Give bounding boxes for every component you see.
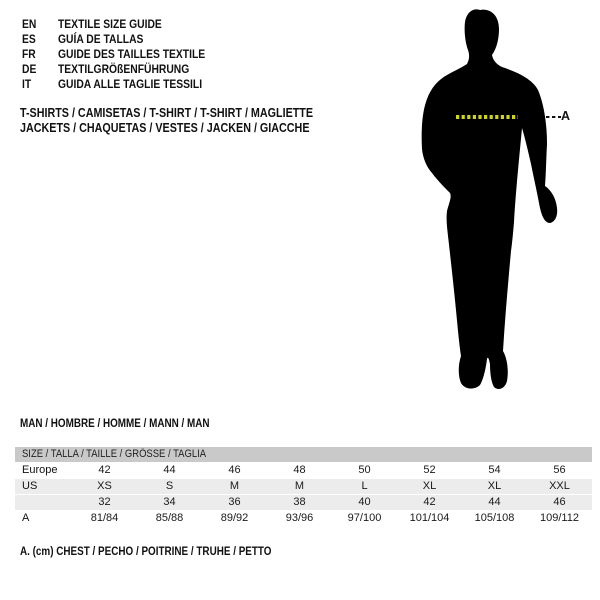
language-code: FR (22, 47, 36, 61)
size-cell: XS (97, 480, 112, 492)
language-code: DE (22, 62, 37, 76)
row-label: Europe (22, 464, 58, 476)
size-table-header: SIZE / TALLA / TAILLE / GRÖSSE / TAGLIA (15, 447, 592, 462)
size-cell: 38 (293, 496, 306, 508)
size-cell: 34 (163, 496, 176, 508)
size-cell: XL (422, 480, 437, 492)
language-row-de (22, 62, 229, 77)
footnote-chest: A. (cm) CHEST / PECHO / POITRINE / TRUHE / PETTO (20, 546, 272, 558)
man-silhouette (422, 9, 558, 389)
size-cell: 105/108 (474, 512, 515, 524)
size-cell: 42 (98, 464, 111, 476)
language-label: TEXTILGRÖßENFÜHRUNG (58, 62, 190, 76)
size-table-row-us-letters (15, 479, 592, 494)
size-cell: S (165, 480, 174, 492)
language-row-es (22, 32, 229, 47)
size-cell: M (294, 480, 305, 492)
size-cell: XXL (549, 480, 570, 492)
size-cell: 46 (553, 496, 566, 508)
size-cell: 81/84 (90, 512, 119, 524)
size-table-row-us-numbers (15, 495, 592, 510)
row-label (15, 495, 72, 510)
size-cell: 44 (488, 496, 501, 508)
size-cell: 40 (358, 496, 371, 508)
size-cell: 50 (358, 464, 371, 476)
language-label: TEXTILE SIZE GUIDE (58, 17, 162, 31)
language-row-en (22, 17, 229, 32)
language-row-fr (22, 47, 229, 62)
language-code: EN (22, 17, 37, 31)
size-cell: 44 (163, 464, 176, 476)
size-cell: 101/104 (409, 512, 450, 524)
language-list (22, 17, 229, 92)
size-cell: M (229, 480, 240, 492)
size-cell: XL (487, 480, 502, 492)
size-cell: L (361, 480, 368, 492)
size-cell: 36 (228, 496, 241, 508)
size-cell: 32 (98, 496, 111, 508)
size-cell: 97/100 (347, 512, 382, 524)
language-label: GUIDE DES TAILLES TEXTILE (58, 47, 206, 61)
size-cell: 89/92 (220, 512, 249, 524)
language-code: IT (22, 77, 32, 91)
size-table (15, 447, 592, 526)
measure-label-a: A (561, 109, 571, 123)
language-code: ES (22, 32, 36, 46)
size-table-row-europe (15, 463, 592, 478)
category-lines (20, 106, 361, 136)
size-cell: 52 (423, 464, 436, 476)
category-line-jackets: JACKETS / CHAQUETAS / VESTES / JACKEN / GIACCHE (20, 121, 310, 135)
size-cell: 109/112 (540, 512, 579, 524)
language-row-it (22, 77, 229, 92)
size-cell: 46 (228, 464, 241, 476)
language-label: GUIDA ALLE TAGLIE TESSILI (58, 77, 203, 91)
size-cell: 93/96 (285, 512, 314, 524)
row-label: A (22, 512, 30, 524)
size-cell: 54 (488, 464, 501, 476)
size-cell: 85/88 (155, 512, 184, 524)
section-title-man: MAN / HOMBRE / HOMME / MANN / MAN (20, 418, 210, 430)
size-cell: 42 (423, 496, 436, 508)
size-cell: 48 (293, 464, 306, 476)
man-silhouette-figure (395, 0, 575, 400)
category-line-tshirts: T-SHIRTS / CAMISETAS / T-SHIRT / T-SHIRT / MAGLIETTE (20, 106, 314, 120)
row-label: US (22, 480, 38, 492)
size-table-row-a (15, 511, 592, 526)
language-label: GUÍA DE TALLAS (58, 32, 144, 46)
size-cell: 56 (553, 464, 566, 476)
